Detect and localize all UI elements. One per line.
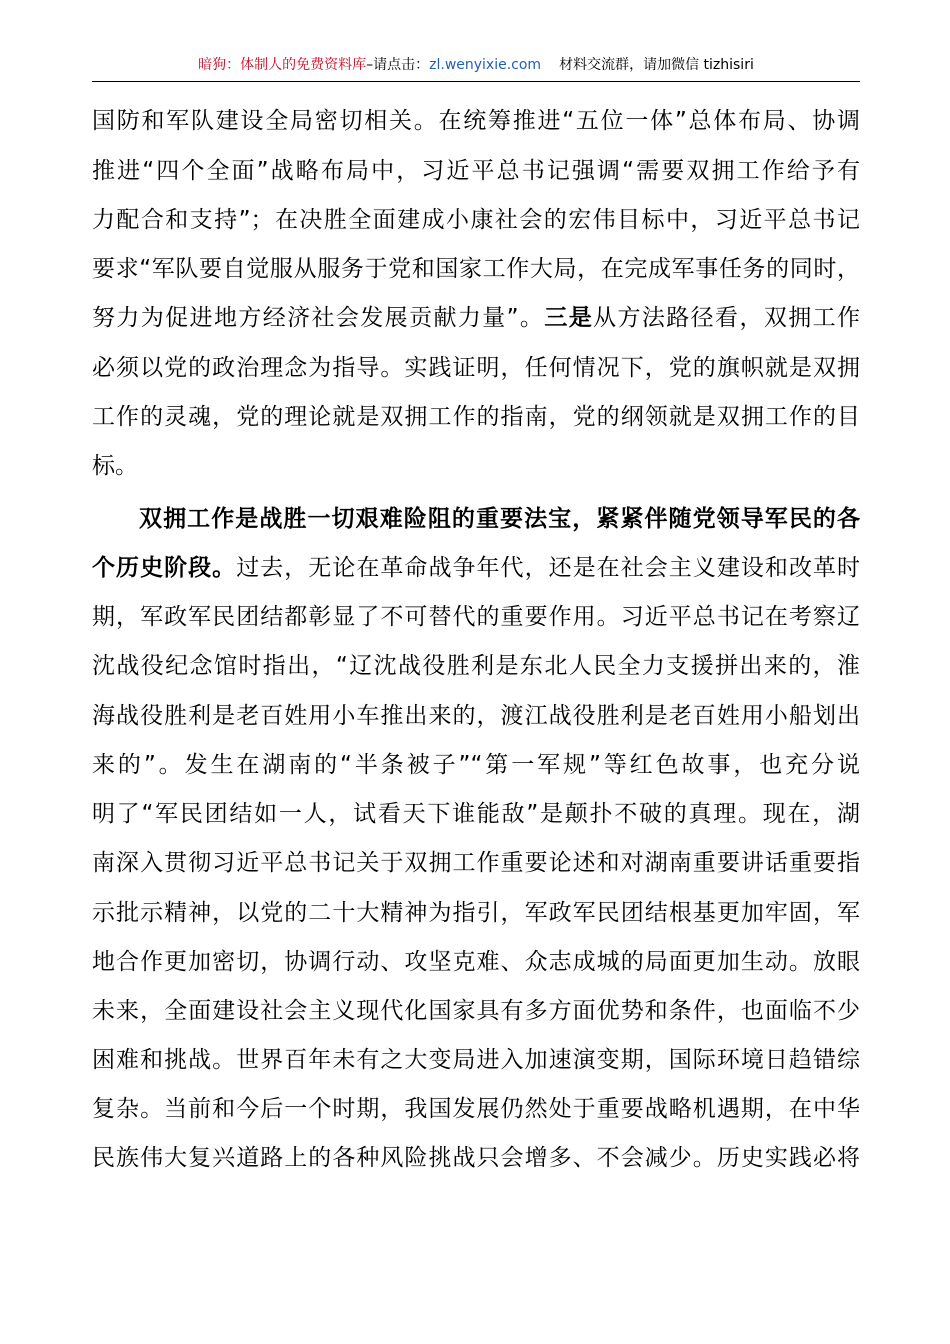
bold-lead: 个历史阶段。 — [92, 555, 237, 581]
text-line: 推进“四个全面”战略布局中，习近平总书记强调“需要双拥工作给予有 — [92, 158, 860, 184]
text-line: 地合作更加密切，协调行动、攻坚克难、众志成城的局面更加生动。放眼 — [92, 949, 860, 975]
text-line: 南深入贯彻习近平总书记关于双拥工作重要论述和对湖南重要讲话重要指 — [92, 850, 860, 876]
text-line — [92, 1183, 860, 1232]
page-header — [92, 55, 860, 82]
header-note: 材料交流群，请加微信 tizhisiri — [559, 57, 754, 73]
text-run: 努力为促进地方经济社会发展贡献力量”。 — [92, 305, 545, 331]
text-line: 力配合和支持”；在决胜全面建成小康社会的宏伟目标中，习近平总书记 — [92, 207, 860, 233]
bold-lead: 三是 — [544, 305, 594, 331]
text-line: 标。 — [92, 453, 138, 479]
text-line: 未来，全面建设社会主义现代化国家具有多方面优势和条件，也面临不少 — [92, 998, 860, 1024]
header-url-link[interactable]: zl.wenyixie.com — [429, 57, 542, 73]
header-brand: 暗狗：体制人的免费资料库 — [198, 57, 367, 73]
text-line — [92, 294, 860, 343]
text-run: 过去，无论在革命战争年代，还是在社会主义建设和改革时 — [236, 555, 861, 581]
text-line: 民族伟大复兴道路上的各种风险挑战只会增多、不会减少。历史实践必将 — [92, 1145, 860, 1171]
text-line: 沈战役纪念馆时指出，“辽沈战役胜利是东北人民全力支援拼出来的，淮 — [92, 653, 860, 679]
text-line: 明了“军民团结如一人，试看天下谁能敌”是颠扑不破的真理。现在，湖 — [92, 801, 860, 827]
text-line: 国防和军队建设全局密切相关。在统筹推进“五位一体”总体布局、协调 — [92, 108, 860, 134]
text-line: 期，军政军民团结都彰显了不可替代的重要作用。习近平总书记在考察辽 — [92, 604, 860, 630]
text-line: 必须以党的政治理念为指导。实践证明，任何情况下，党的旗帜就是双拥 — [92, 355, 860, 381]
text-line: 工作的灵魂，党的理论就是双拥工作的指南，党的纲领就是双拥工作的目 — [92, 404, 860, 430]
paragraph-heading: 双拥工作是战胜一切艰难险阻的重要法宝，紧紧伴随党领导军民的各 — [139, 506, 860, 532]
text-line: 复杂。当前和今后一个时期，我国发展仍然处于重要战略机遇期，在中华 — [92, 1096, 860, 1122]
text-run: 从方法路径看，双拥工作 — [593, 305, 861, 331]
text-line — [92, 544, 860, 593]
text-line: 示批示精神，以党的二十大精神为指引，军政军民团结根基更加牢固，军 — [92, 900, 860, 926]
header-prompt: –请点击： — [366, 57, 430, 73]
text-line: 来的”。发生在湖南的“半条被子”“第一军规”等红色故事，也充分说 — [92, 752, 860, 778]
text-line: 要求“军队要自觉服从服务于党和国家工作大局，在完成军事任务的同时， — [92, 256, 860, 282]
text-line: 海战役胜利是老百姓用小车推出来的，渡江战役胜利是老百姓用小船划出 — [92, 703, 860, 729]
text-line: 困难和挑战。世界百年未有之大变局进入加速演变期，国际环境日趋错综 — [92, 1047, 860, 1073]
